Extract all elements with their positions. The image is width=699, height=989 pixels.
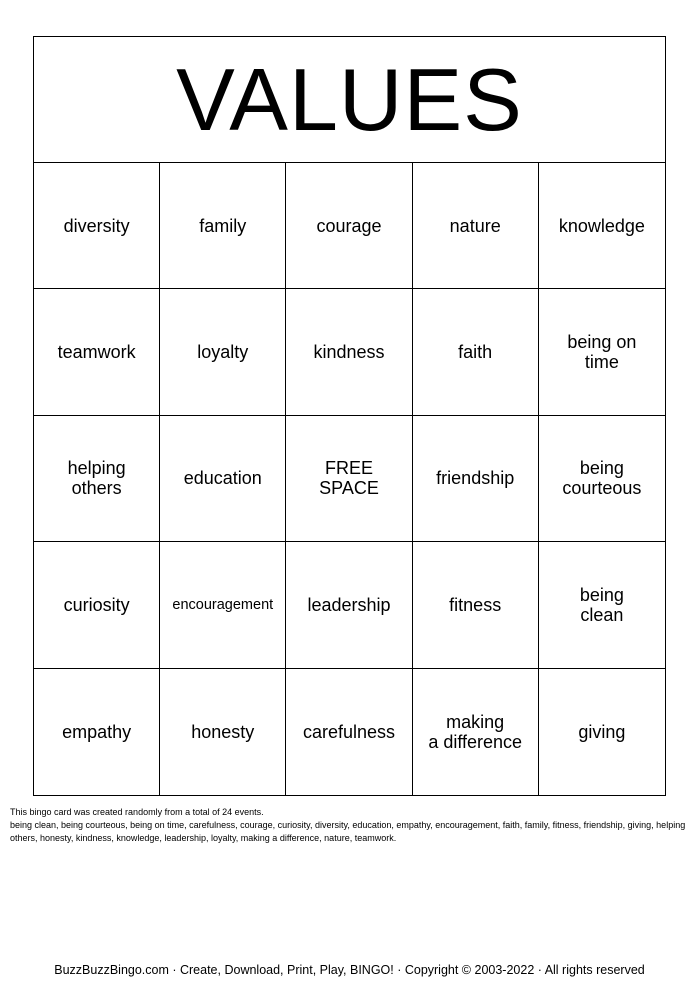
event-list-note <box>10 806 694 845</box>
bingo-cell: carefulness <box>286 669 412 795</box>
card-title: VALUES <box>34 37 665 163</box>
bingo-card <box>33 36 666 796</box>
note-event-list: being clean, being courteous, being on time, carefulness, courage, curiosity, diversity, education, empathy, encouragement, faith, family, fitness, friendship, giving, helping others, honesty, kindness, knowledge, leadership, loyalty, making a difference, nature, teamwork. <box>10 820 686 843</box>
bingo-cell: being on time <box>539 289 665 415</box>
bingo-grid <box>34 163 665 795</box>
bingo-cell: helping others <box>34 416 160 542</box>
bingo-cell: education <box>160 416 286 542</box>
bingo-cell: honesty <box>160 669 286 795</box>
bingo-cell: knowledge <box>539 163 665 289</box>
bingo-cell: courage <box>286 163 412 289</box>
bingo-cell: kindness <box>286 289 412 415</box>
bingo-cell: friendship <box>413 416 539 542</box>
bingo-cell: making a difference <box>413 669 539 795</box>
note-summary: This bingo card was created randomly from a total of 24 events. <box>10 807 264 817</box>
free-space-cell: FREE SPACE <box>286 416 412 542</box>
bingo-cell: loyalty <box>160 289 286 415</box>
bingo-cell: teamwork <box>34 289 160 415</box>
bingo-cell: giving <box>578 721 626 742</box>
bingo-cell: diversity <box>34 163 160 289</box>
bingo-cell: curiosity <box>34 542 160 668</box>
bingo-cell: fitness <box>413 542 539 668</box>
bingo-cell: family <box>160 163 286 289</box>
bingo-cell: being clean <box>539 542 665 668</box>
bingo-cell: leadership <box>286 542 412 668</box>
bingo-cell: empathy <box>34 669 160 795</box>
copyright-footer: BuzzBuzzBingo.com · Create, Download, Print, Play, BINGO! · Copyright © 2003-2022 · All rights reserved <box>54 963 645 977</box>
bingo-cell: faith <box>413 289 539 415</box>
bingo-cell: being courteous <box>539 416 665 542</box>
bingo-cell: encouragement <box>160 542 286 668</box>
bingo-cell: nature <box>413 163 539 289</box>
